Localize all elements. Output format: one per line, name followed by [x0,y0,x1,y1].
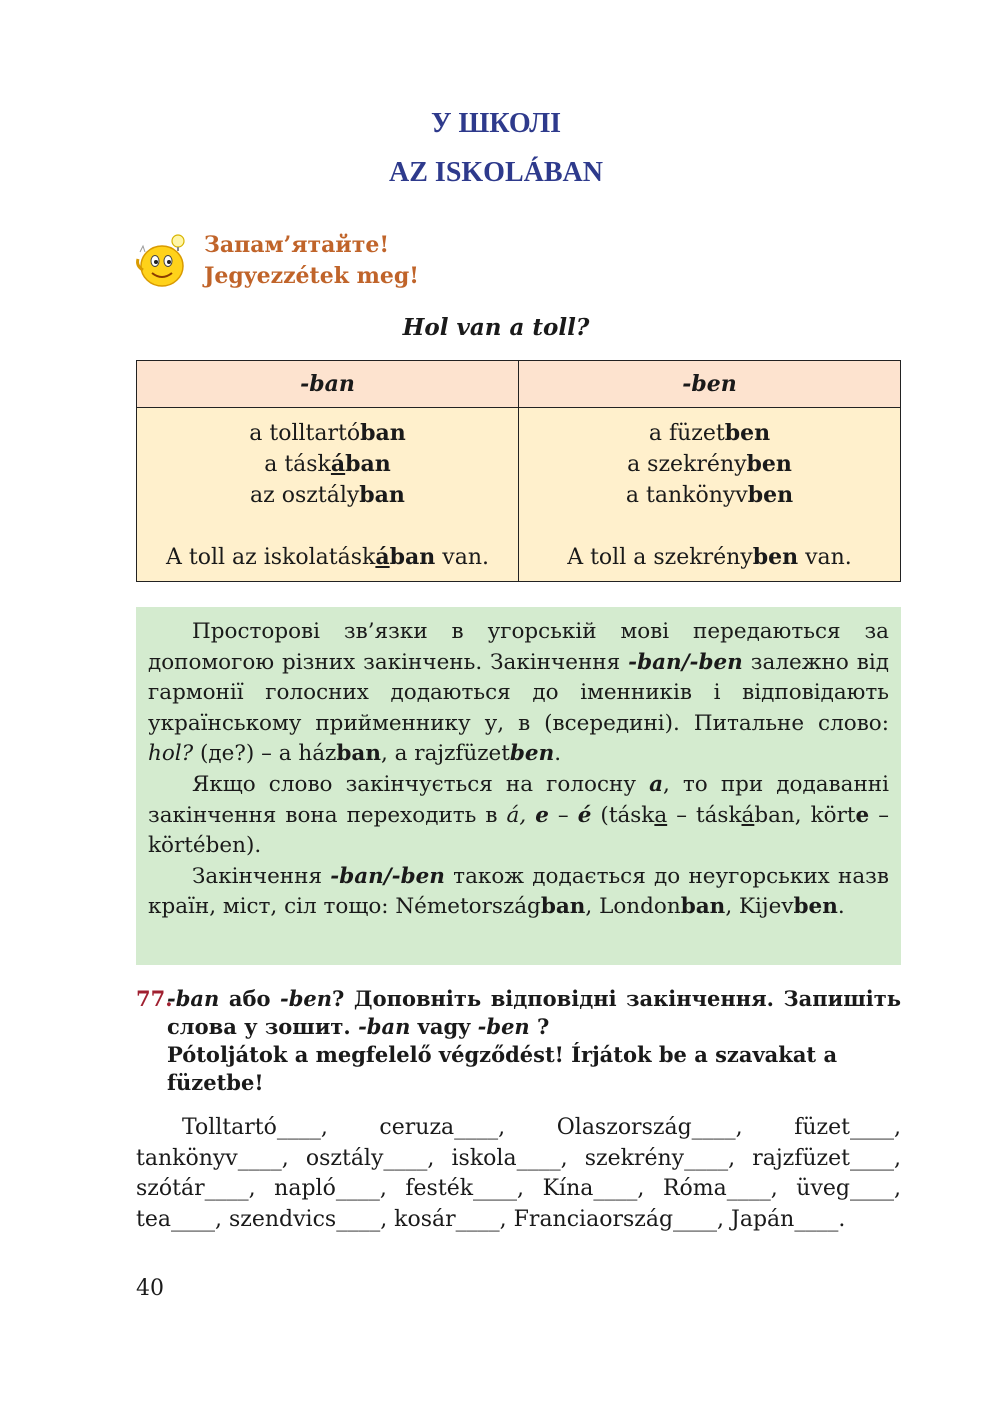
page-number: 40 [136,1276,164,1301]
note-paragraph: Просторові зв’язки в угорській мові передаються за допомогою різних закінчень. Закінчення -ban/-ben залежно від гармонії голосних додаються до іменників і відповідають українському прийменнику у, в (всередині). Питальне слово: hol? (де?) – a házban, a rajzfüzetben. [148,619,889,767]
example-sentence: A toll az iskolatáskában van. [166,544,489,570]
note-paragraph: Закінчення -ban/-ben також додається до неугорських назв країн, міст, сіл тощо: Németországban, Londonban, Kijevben. [148,863,889,920]
title-ukrainian: У ШКОЛІ [430,108,562,139]
smiley-lightbulb-icon [134,232,196,290]
example-word: a szekrényben [627,451,792,477]
rule-note [136,607,901,965]
exercise-word-list: Tolltartó____, ceruza____, Olaszország____, füzet____, tankönyv____, osztály____, iskola____, szekrény____, rajzfüzet____, szótár____, napló____, festék____, Kína____, Róma____, üveg____, tea____, szendvics____, kosár____, Franciaország____, Japán____. [136,1115,901,1232]
exercise-77 [136,985,901,1097]
example-sentence: A toll a szekrényben van. [567,544,852,570]
example-word: a füzetben [648,420,771,446]
question-heading: Hol van a toll? [402,314,590,341]
header-ban: -ban [137,361,519,408]
title-hungarian: AZ ISKOLÁBAN [389,157,603,188]
example-word: a tolltartóban [249,420,406,446]
exercise-number: 77. [136,986,173,1011]
example-word: a táskában [264,451,391,477]
example-word: a tankönyvben [625,482,794,508]
remember-line-ua: Запам’ятайте! [204,232,389,258]
note-paragraph: Якщо слово закінчується на голосну a, то при додаванні закінчення вона переходить в á, e – é (táska – táskában, körte – körtében). [148,771,890,859]
exercise-instruction-hu: Pótoljátok a megfelelő végződést! Írjátok be a szavakat a füzetbe! [167,1042,838,1095]
exercise-instruction-ua: -ban або -ben? Доповніть відповідні закінчення. Запишіть слова у зошит. -ban vagy -ben ? [167,986,902,1039]
example-word: az osztályban [250,482,405,508]
remember-line-hu: Jegyezzétek meg! [204,263,419,289]
cell-ben-examples [519,408,901,582]
header-ben: -ben [519,361,901,408]
cell-ban-examples [137,408,519,582]
endings-table [136,360,901,582]
